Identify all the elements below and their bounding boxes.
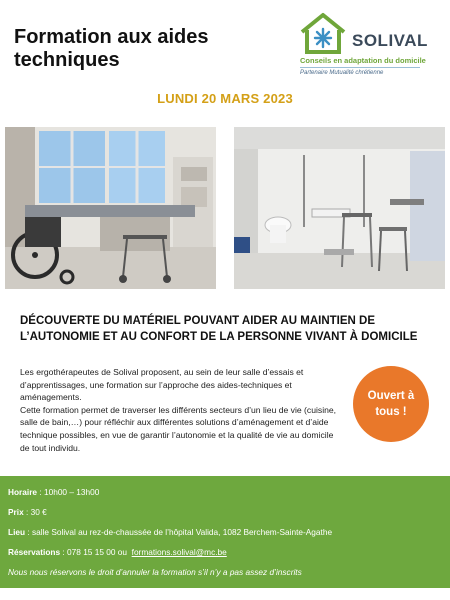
lieu-label: Lieu bbox=[8, 527, 26, 537]
reservations-label: Réservations bbox=[8, 547, 61, 557]
solival-logo bbox=[296, 10, 444, 90]
info-panel bbox=[0, 476, 450, 588]
section-headline: DÉCOUVERTE DU MATÉRIEL POUVANT AIDER AU MAINTIEN DE L’AUTONOMIE ET AU CONFORT DE LA PERSONNE VIVANT À DOMICILE bbox=[20, 315, 418, 343]
badge-line-1: Ouvert à bbox=[367, 390, 415, 402]
info-lieu bbox=[8, 522, 442, 542]
open-to-all-badge bbox=[353, 366, 429, 442]
badge-line-2: tous ! bbox=[375, 406, 407, 418]
page-title bbox=[14, 26, 284, 72]
description-paragraph-2: Cette formation permet de traverser les différents secteurs d’un lieu de vie (cuisine, salle de bain,…) pour réfléchir aux différentes solutions d’aménagement et d’aide technique possibles, en vue de garantir l’autonomie et la qualité de vie au domicile de tout individu. bbox=[20, 404, 337, 453]
title-line-1: Formation aux aides bbox=[14, 26, 209, 48]
info-prix bbox=[8, 502, 442, 522]
house-logo-icon bbox=[298, 12, 348, 56]
logo-divider bbox=[300, 67, 420, 68]
cancellation-notice: Nous nous réservons le droit d’annuler la formation s’il n’y a pas assez d’inscrits bbox=[8, 567, 302, 577]
description-paragraph-1: Les ergothérapeutes de Solival proposent, au sein de leur salle d’essais et d’apprentissages, une formation sur l’approche des aides-techniques et aménagements. bbox=[20, 367, 304, 403]
info-horaire bbox=[8, 482, 442, 502]
reservations-value: : 078 15 15 00 ou bbox=[60, 547, 132, 557]
lieu-value: : salle Solival au rez-de-chaussée de l’hôpital Valida, 1082 Berchem-Sainte-Agathe bbox=[25, 527, 333, 537]
email-link[interactable]: formations.solival@mc.be bbox=[131, 547, 227, 557]
description bbox=[20, 366, 342, 454]
horaire-value: : 10h00 – 13h00 bbox=[37, 487, 100, 497]
bathroom-photo bbox=[234, 127, 445, 289]
prix-value: : 30 € bbox=[23, 507, 47, 517]
kitchen-photo bbox=[5, 127, 216, 289]
horaire-label: Horaire bbox=[8, 487, 38, 497]
logo-tagline: Conseils en adaptation du domicile bbox=[300, 56, 426, 65]
title-line-2: techniques bbox=[14, 49, 120, 71]
prix-label: Prix bbox=[8, 507, 24, 517]
event-date: LUNDI 20 MARS 2023 bbox=[157, 91, 293, 106]
logo-partner: Partenaire Mutualité chrétienne bbox=[300, 70, 384, 76]
logo-name: SOLIVAL bbox=[352, 31, 428, 50]
info-reservations bbox=[8, 542, 442, 562]
